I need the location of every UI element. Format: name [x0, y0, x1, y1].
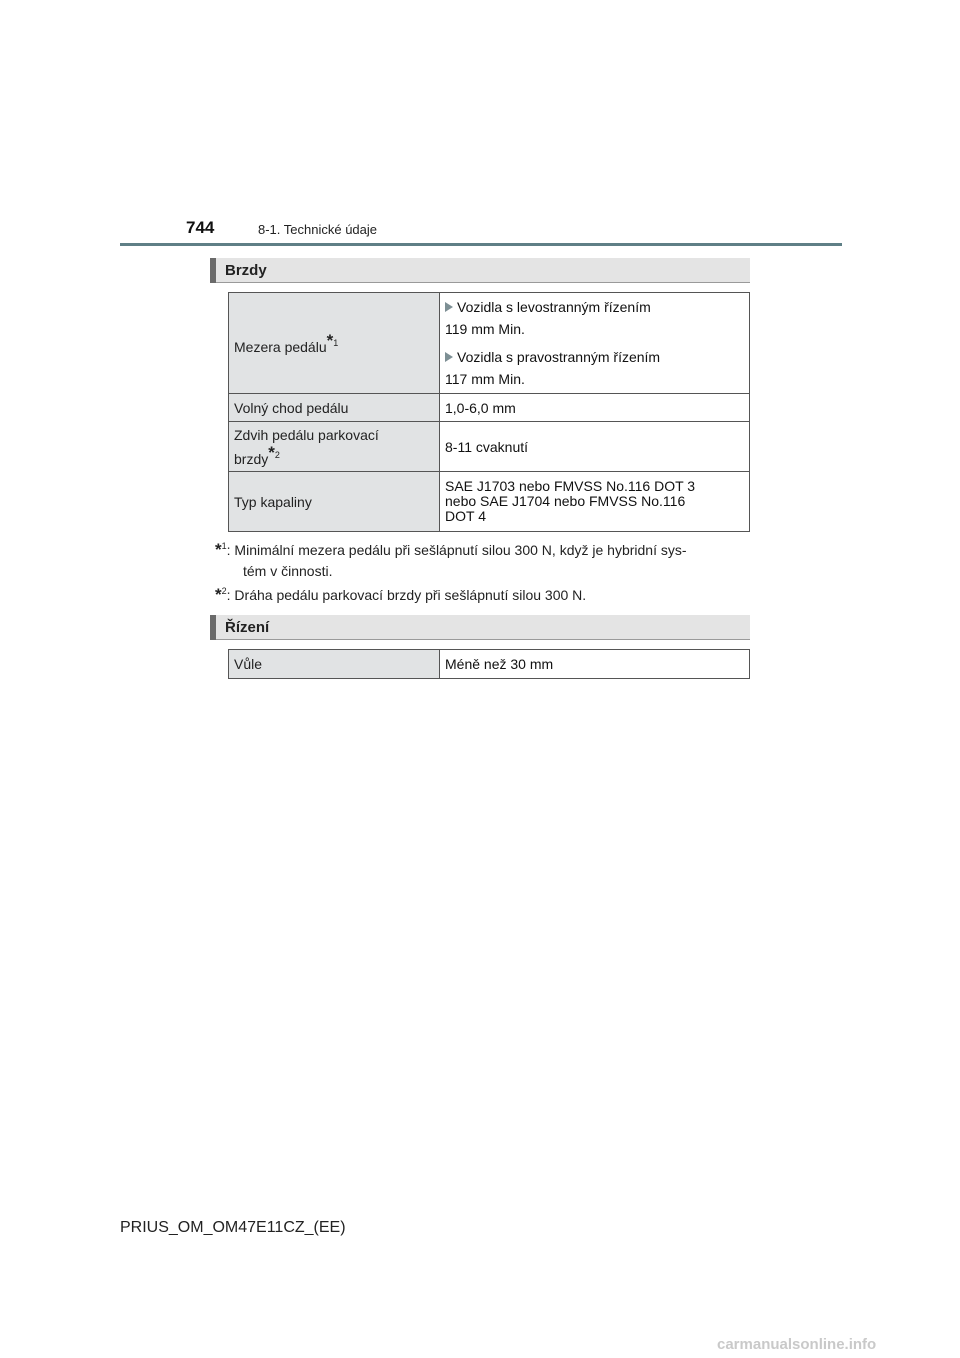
rhd-label: Vozidla s pravostranným řízením — [457, 349, 661, 365]
brakes-heading-text: Brzdy — [225, 262, 267, 279]
footnote-mark: * — [326, 331, 334, 350]
table-row — [229, 293, 750, 394]
steering-play-label: Vůle — [229, 650, 440, 679]
table-row — [229, 394, 750, 422]
steering-play-value: Méně než 30 mm — [440, 650, 750, 679]
parking-travel-label-line: brzdy — [234, 450, 269, 467]
footnote-number: 2 — [274, 449, 280, 460]
fluid-type-value — [440, 472, 750, 532]
steering-table — [228, 649, 750, 679]
footnote-mark: * — [215, 585, 222, 604]
parking-travel-label — [229, 422, 440, 472]
free-play-value: 1,0-6,0 mm — [440, 394, 750, 422]
brakes-table — [228, 292, 750, 532]
footnote-text: : Minimální mezera pedálu při sešlápnutí silou 300 N, když je hybridní sys- — [226, 542, 687, 558]
footnote-number: 1 — [333, 338, 339, 348]
triangle-bullet-icon — [445, 302, 453, 312]
footnote-text: : Dráha pedálu parkovací brzdy při sešlápnutí silou 300 N. — [226, 587, 587, 603]
brakes-heading — [210, 258, 750, 283]
triangle-bullet-icon — [445, 352, 453, 362]
footnote-number: 2 — [221, 586, 227, 596]
fluid-type-value-line: DOT 4 — [445, 508, 486, 524]
table-row — [229, 650, 750, 679]
section-title: 8-1. Technické údaje — [258, 222, 378, 237]
lhd-label: Vozidla s levostranným řízením — [457, 299, 651, 315]
rhd-value: 117 mm Min. — [445, 371, 525, 387]
footnote-2 — [215, 581, 753, 606]
fluid-type-value-line: nebo SAE J1704 nebo FMVSS No.116 — [445, 493, 686, 509]
pedal-clearance-label — [229, 293, 440, 394]
free-play-label: Volný chod pedálu — [229, 394, 440, 422]
pedal-clearance-label-text: Mezera pedálu — [234, 339, 327, 355]
parking-travel-label-line: Zdvih pedálu parkovací — [234, 426, 379, 443]
heading-bar — [210, 615, 216, 640]
document-code: PRIUS_OM_OM47E11CZ_(EE) — [120, 1219, 346, 1236]
watermark: carmanualsonline.info — [717, 1336, 877, 1353]
pedal-clearance-value — [440, 293, 750, 394]
parking-travel-value: 8-11 cvaknutí — [440, 422, 750, 472]
fluid-type-value-line: SAE J1703 nebo FMVSS No.116 DOT 3 — [445, 478, 696, 494]
footnote-1 — [215, 536, 753, 582]
steering-heading-text: Řízení — [225, 619, 270, 636]
heading-bar — [210, 258, 216, 283]
footnote-number: 1 — [221, 541, 227, 551]
header-rule — [120, 243, 842, 246]
table-row — [229, 422, 750, 472]
page-number: 744 — [186, 218, 215, 237]
fluid-type-label: Typ kapaliny — [229, 472, 440, 532]
steering-heading — [210, 615, 750, 640]
footnote-mark: * — [268, 442, 275, 462]
lhd-value: 119 mm Min. — [445, 321, 525, 337]
footnote-text: tém v činnosti. — [243, 563, 333, 579]
footnote-mark: * — [215, 540, 222, 559]
table-row — [229, 472, 750, 532]
